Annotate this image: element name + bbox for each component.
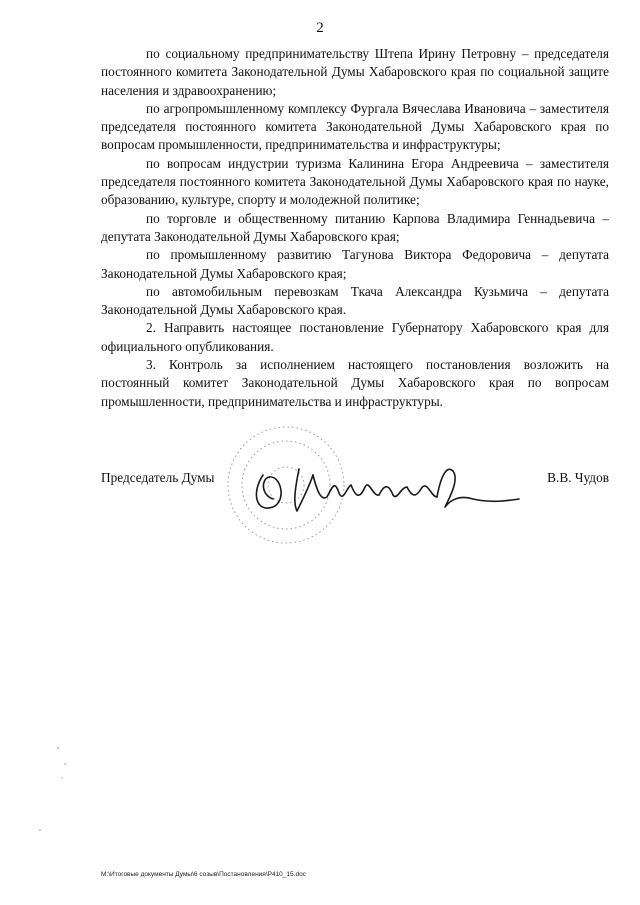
- paragraph-road-transport: по автомобильным перевозкам Ткача Александра Кузьмича – депутата Законодательной Думы Хабаровского края.: [101, 283, 609, 318]
- file-path-footer: M:\Итоговые документы Думы\6 созыв\Постановления\P410_15.doc: [101, 871, 306, 878]
- paragraph-agro-complex: по агропромышленному комплексу Фургала Вячеслава Ивановича – заместителя председателя постоянного комитета Законодательной Думы Хабаровского края по вопросам промышленности, предпринимательства и инфраструктуры;: [101, 100, 609, 153]
- paragraph-social-entrepreneurship: по социальному предпринимательству Штепа Ирину Петровну – председателя постоянного комитета Законодательной Думы Хабаровского края по социальной защите населения и здравоохранению;: [101, 46, 609, 98]
- paragraph-tourism: по вопросам индустрии туризма Калинина Егора Андреевича – заместителя председателя постоянного комитета Законодательной Думы Хабаровского края по науке, образованию, культуре, спорту и молодежной политике;: [101, 155, 609, 208]
- signatory-name: В.В. Чудов: [547, 470, 609, 485]
- paragraph-item-3: 3. Контроль за исполнением настоящего постановления возложить на постоянный комитет Законодательной Думы Хабаровского края по вопросам промышленности, предпринимательства и инфраструктуры.: [101, 357, 609, 409]
- paragraph-item-2: 2. Направить настоящее постановление Губернатору Хабаровского края для официального опубликования.: [101, 320, 609, 354]
- signatory-title: Председатель Думы: [101, 470, 215, 485]
- paragraph-trade: по торговле и общественному питанию Карпова Владимира Геннадьевича – депутата Законодательной Думы Хабаровского края;: [101, 210, 609, 244]
- page-number: 2: [316, 20, 324, 36]
- paragraph-industrial-development: по промышленному развитию Тагунова Виктора Федоровича – депутата Законодательной Думы Хабаровского края;: [101, 247, 609, 281]
